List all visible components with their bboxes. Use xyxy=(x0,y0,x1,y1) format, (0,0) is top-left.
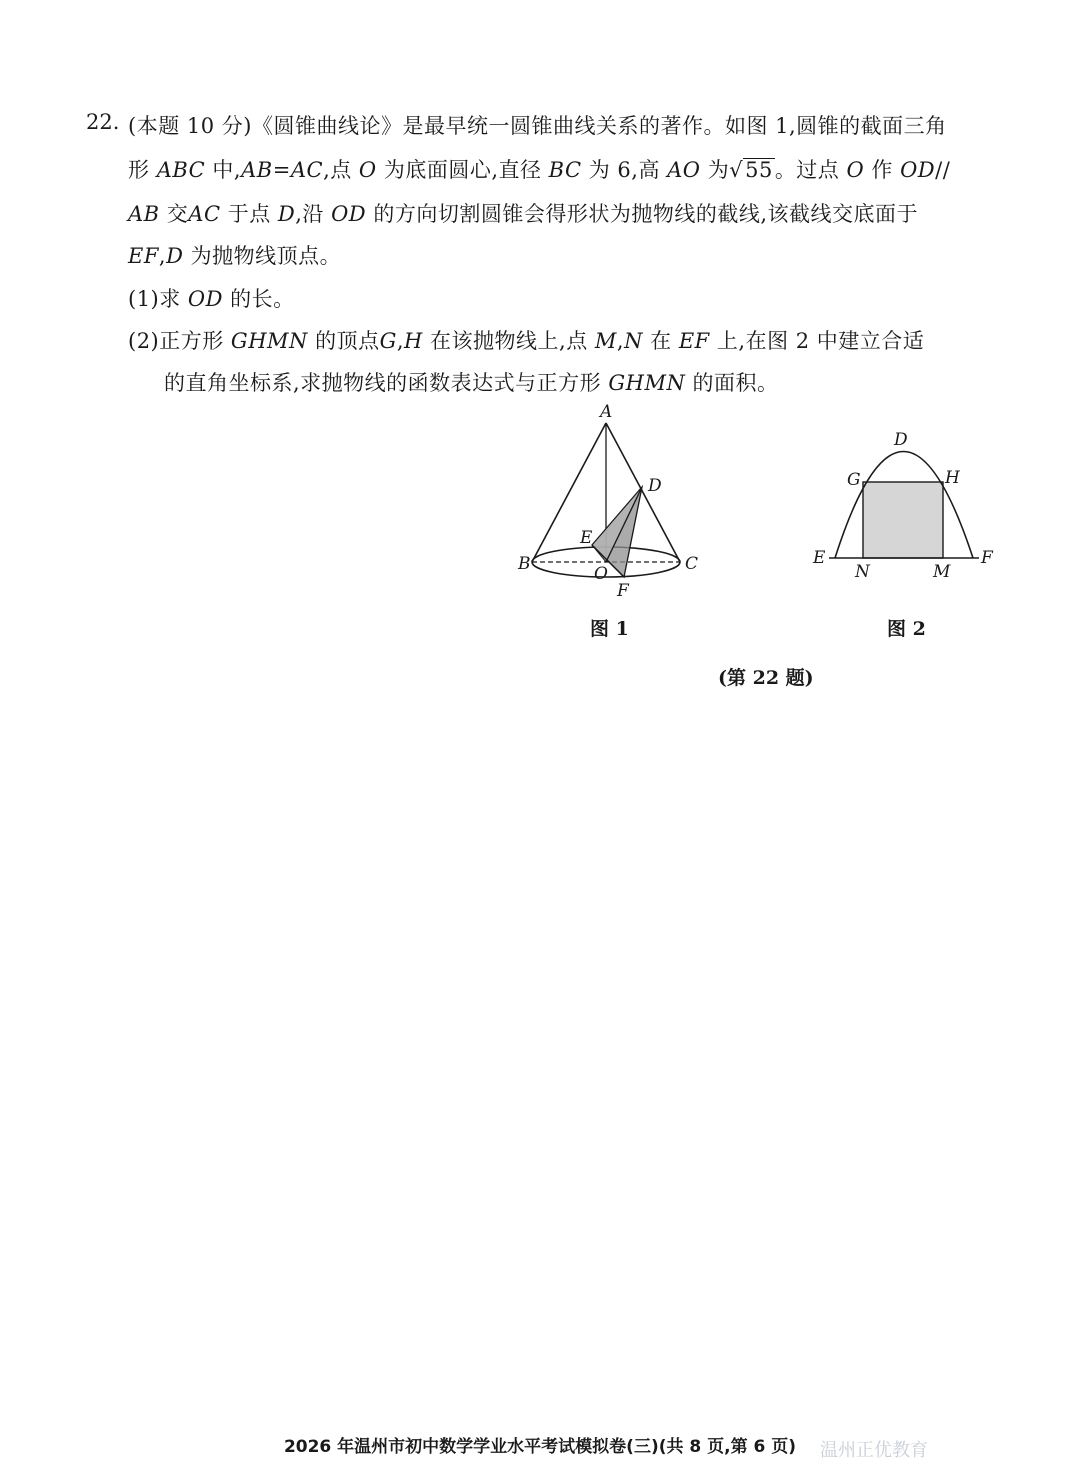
math-h: H xyxy=(404,329,423,353)
question-text: (本题 10 分)《圆锥曲线论》是最早统一圆锥曲线关系的著作。如图 1,圆锥的截面三角 xyxy=(128,114,947,138)
sqrt-sign: 为√ xyxy=(700,158,744,182)
label-a: A xyxy=(600,402,613,422)
figure-1-cone xyxy=(500,395,730,610)
text-seg: 的面积。 xyxy=(685,371,779,395)
text-seg: 作 xyxy=(864,158,901,182)
math-ac: AC xyxy=(188,202,221,226)
math-abc: ABC xyxy=(156,158,206,182)
text-seg: , xyxy=(158,244,167,268)
question-number: 22. xyxy=(86,110,120,134)
label-d: D xyxy=(894,430,908,450)
math-ghmn: GHMN xyxy=(608,371,686,395)
text-seg: 在 xyxy=(642,329,679,353)
math-od: OD xyxy=(187,287,223,311)
math-ao: AO xyxy=(667,158,701,182)
label-f: F xyxy=(981,548,993,568)
text-seg: = xyxy=(272,158,291,182)
math-o: O xyxy=(846,158,865,182)
part-2-cont xyxy=(164,367,779,397)
text-seg: 的方向切割圆锥会得形状为抛物线的截线,该截线交底面于 xyxy=(366,202,919,226)
text-seg: 的直角坐标系,求抛物线的函数表达式与正方形 xyxy=(164,371,609,395)
watermark: 温州正优教育 xyxy=(820,1440,928,1461)
text-seg: 形 xyxy=(128,158,157,182)
math-d: D xyxy=(166,244,184,268)
math-ab: AB xyxy=(241,158,273,182)
text-seg: , xyxy=(616,329,625,353)
part-1 xyxy=(128,283,295,313)
figure-2-parabola xyxy=(805,425,1005,585)
text-seg: 中, xyxy=(205,158,242,182)
text-seg: 的顶点 xyxy=(307,329,380,353)
text-seg: ,点 xyxy=(323,158,359,182)
text-seg: (1)求 xyxy=(128,287,188,311)
parallel-sign: // xyxy=(935,158,951,182)
math-d: D xyxy=(277,202,296,226)
math-ef: EF xyxy=(678,329,710,353)
page-footer: 2026 年温州市初中数学学业水平考试模拟卷(三)(共 8 页,第 6 页) xyxy=(283,1437,797,1457)
text-seg: 交 xyxy=(159,202,189,226)
math-o: O xyxy=(358,158,377,182)
label-o: O xyxy=(594,564,608,584)
math-od: OD xyxy=(900,158,936,182)
label-e: E xyxy=(813,548,826,568)
text-seg: 在该抛物线上,点 xyxy=(422,329,595,353)
part-2 xyxy=(128,325,924,355)
text-seg: , xyxy=(396,329,405,353)
label-d: D xyxy=(648,476,662,496)
math-ghmn: GHMN xyxy=(230,329,308,353)
question-line-2 xyxy=(128,154,950,184)
text-seg: 为 6,高 xyxy=(581,158,668,182)
label-h: H xyxy=(945,468,960,488)
label-g: G xyxy=(847,470,861,490)
math-ab: AB xyxy=(128,202,160,226)
label-b: B xyxy=(518,554,531,574)
math-m: M xyxy=(594,329,617,353)
math-n: N xyxy=(624,329,643,353)
label-n: N xyxy=(855,562,870,582)
text-seg: 的长。 xyxy=(222,287,295,311)
question-line-1 xyxy=(128,110,947,140)
label-c: C xyxy=(685,554,699,574)
question-caption: (第 22 题) xyxy=(718,667,814,689)
math-od: OD xyxy=(331,202,367,226)
text-seg: (2)正方形 xyxy=(128,329,231,353)
math-ef: EF xyxy=(128,244,159,268)
text-seg: 。过点 xyxy=(774,158,847,182)
label-e: E xyxy=(580,528,593,548)
text-seg: 上,在图 2 中建立合适 xyxy=(709,329,925,353)
math-g: G xyxy=(379,329,397,353)
math-bc: BC xyxy=(548,158,582,182)
label-f: F xyxy=(617,581,629,601)
text-seg: 于点 xyxy=(220,202,278,226)
text-seg: 为底面圆心,直径 xyxy=(376,158,549,182)
sqrt-radicand: 55 xyxy=(745,158,773,182)
question-line-4 xyxy=(128,240,341,270)
question-line-3 xyxy=(128,198,918,228)
text-seg: ,沿 xyxy=(295,202,332,226)
text-seg: 为抛物线顶点。 xyxy=(183,244,342,268)
label-m: M xyxy=(933,562,951,582)
figure-2-caption: 图 2 xyxy=(887,618,926,640)
math-ac: AC xyxy=(290,158,324,182)
figure-1-caption: 图 1 xyxy=(590,618,629,640)
